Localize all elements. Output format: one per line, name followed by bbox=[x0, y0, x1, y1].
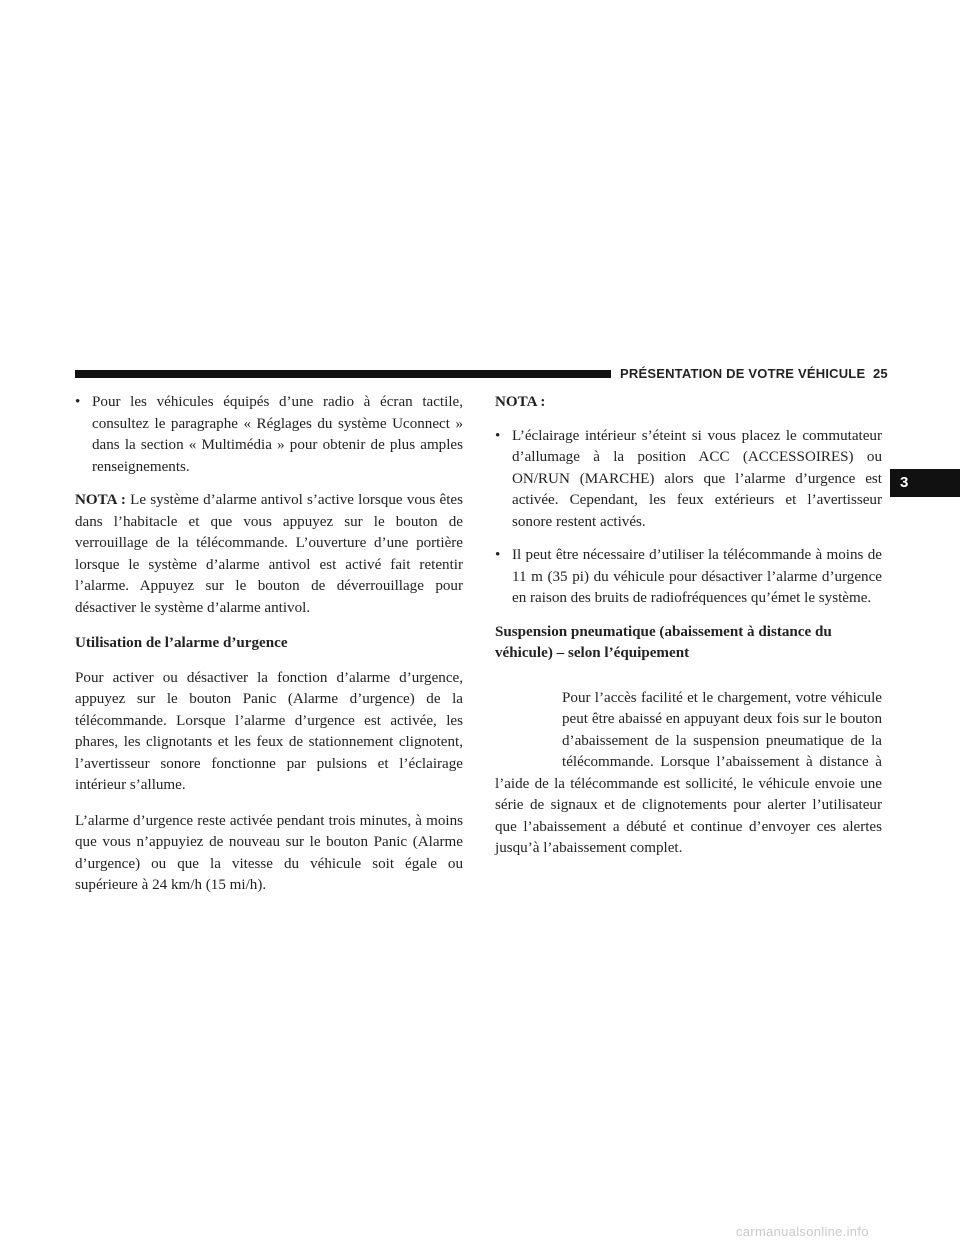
bullet-text: Pour les véhicules équipés d’une radio à écran tactile, consultez le paragraphe « Réglages du système Uconnect » dans la section « Multimédia » pour obtenir de plus amples renseignements. bbox=[92, 394, 463, 475]
left-column bbox=[75, 392, 463, 911]
nota-text: Le système d’alarme antivol s’active lorsque vous êtes dans l’habitacle et que vous appuyez sur le bouton de verrouillage de la télécommande. L’ouverture d’une portière lorsque le système d’alarme antivol est activé fait retentir l’alarme. Appuyez sur le bouton de déverrouillage pour désactiver le système d’alarme antivol. bbox=[75, 492, 463, 616]
nota-label: NOTA : bbox=[75, 492, 126, 508]
watermark: carmanualsonline.info bbox=[736, 1224, 869, 1239]
bullet-text: L’éclairage intérieur s’éteint si vous placez le commutateur d’allumage à la position ACC (ACCESSOIRES) ou ON/RUN (MARCHE) alors que l’alarme d’urgence est activée. Cependant, les feux extérieurs et l’avertisseur sonore restent activés. bbox=[512, 427, 882, 530]
right-column bbox=[495, 392, 882, 860]
section-heading: Utilisation de l’alarme d’urgence bbox=[75, 635, 288, 651]
bullet-item bbox=[495, 545, 882, 610]
suspension-paragraph bbox=[495, 678, 882, 860]
running-header bbox=[620, 366, 888, 381]
paragraph: L’alarme d’urgence reste activée pendant trois minutes, à moins que vous n’appuyiez de nouveau sur le bouton Panic (Alarme d’urgence) ou que la vitesse du véhicule soit égale ou supérieure à 24 km/h (15 mi/h). bbox=[75, 812, 463, 893]
header-rule bbox=[75, 370, 611, 378]
bullet-item bbox=[75, 392, 463, 478]
chapter-tab: 3 bbox=[890, 469, 960, 497]
nota-paragraph bbox=[75, 490, 463, 619]
bullet-icon: • bbox=[495, 427, 501, 444]
bullet-icon: • bbox=[495, 547, 501, 563]
paragraph: Pour activer ou désactiver la fonction d’alarme d’urgence, appuyez sur le bouton Panic (Alarme d’urgence) de la télécommande. Lorsque l’alarme d’urgence est activée, les phares, les clignotants et les feux de stationnement clignotent, l’avertisseur sonore fonctionne par pulsions et l’éclairage intérieur s’allume. bbox=[75, 669, 463, 793]
section-title: PRÉSENTATION DE VOTRE VÉHICULE bbox=[620, 366, 866, 381]
section-heading: Suspension pneumatique (abaissement à distance du véhicule) – selon l’équipement bbox=[495, 623, 832, 661]
bullet-icon: • bbox=[75, 394, 81, 410]
paragraph-text: Pour l’accès facilité et le chargement, votre véhicule peut être abaissé en appuyant deux fois sur le bouton d’abaissement de la suspension pneumatique de la télécommande. Lorsque l’abaissement à distance à l’aide de la télécommande est sollicité, le véhicule envoie une série de signaux et de clignotements pour alerter l’utilisateur que l’abaissement a débuté et continue d’envoyer ces alertes jusqu’à l’abaissement complet. bbox=[495, 689, 882, 856]
page-number: 25 bbox=[872, 366, 888, 381]
suspension-icon-placeholder bbox=[495, 688, 562, 768]
bullet-text: Il peut être nécessaire d’utiliser la télécommande à moins de 11 m (35 pi) du véhicule pour désactiver l’alarme d’urgence en raison des bruits de radiofréquences qu’émet le système. bbox=[512, 547, 882, 606]
bullet-item bbox=[495, 426, 882, 534]
nota-heading: NOTA : bbox=[495, 394, 546, 410]
